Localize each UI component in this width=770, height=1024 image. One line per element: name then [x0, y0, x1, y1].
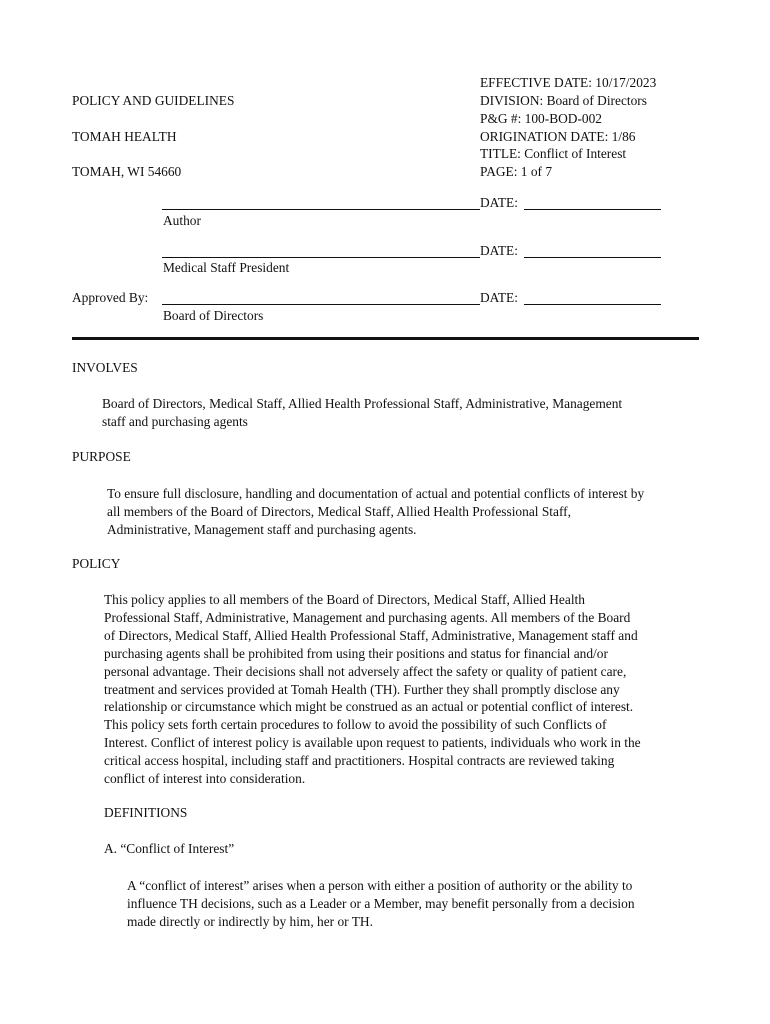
medical-staff-date-label: DATE:: [480, 243, 518, 258]
policy-line: Professional Staff, Administrative, Management and purchasing agents. All members of the Board: [104, 609, 631, 625]
division: DIVISION: Board of Directors: [480, 93, 647, 108]
author-signature-line: [162, 209, 480, 210]
purpose-heading: PURPOSE: [72, 449, 131, 464]
author-date-line: [524, 209, 661, 210]
effective-date: EFFECTIVE DATE: 10/17/2023: [480, 75, 657, 90]
page-number: PAGE: 1 of 7: [480, 164, 553, 179]
policy-line: conflict of interest into consideration.: [104, 771, 306, 787]
header-divider: [72, 337, 699, 340]
purpose-line: all members of the Board of Directors, Medical Staff, Allied Health Professional Staff,: [107, 503, 571, 519]
policy-line: This policy sets forth certain procedures to follow to avoid the possibility of such Conflicts of: [104, 717, 607, 733]
involves-text: [102, 395, 622, 431]
author-date-label: DATE:: [480, 195, 518, 210]
medical-staff-signature-line: [162, 257, 480, 258]
header-location: TOMAH, WI 54660: [72, 164, 182, 179]
medical-staff-date-line: [524, 257, 661, 258]
policy-line: personal advantage. Their decisions shall not adversely affect the safety or quality of patient care,: [104, 663, 627, 679]
pg-number: P&G #: 100-BOD-002: [480, 111, 603, 126]
policy-heading: POLICY: [72, 556, 121, 571]
policy-line: purchasing agents shall be prohibited from using their positions and status for financial and/or: [104, 645, 608, 661]
definitions-heading: DEFINITIONS: [104, 805, 188, 820]
policy-line: relationship or circumstance which might be construed as an actual or potential conflict of interest.: [104, 699, 634, 715]
policy-line: of Directors, Medical Staff, Allied Health Professional Staff, Administrative, Management staff and: [104, 627, 638, 643]
definition-a-line: A “conflict of interest” arises when a person with either a position of authority or the ability to: [127, 878, 633, 893]
policy-line: Interest. Conflict of interest policy is available upon request to patients, individuals who work in the: [104, 735, 641, 751]
approved-by-label: Approved By:: [72, 290, 149, 305]
policy-line: treatment and services provided at Tomah Health (TH). Further they shall promptly disclose any: [104, 681, 620, 697]
purpose-line: Administrative, Management staff and purchasing agents.: [107, 521, 417, 537]
medical-staff-president-label: Medical Staff President: [163, 260, 290, 275]
document-title: TITLE: Conflict of Interest: [480, 146, 627, 161]
involves-line: Board of Directors, Medical Staff, Allied Health Professional Staff, Administrative, Management: [102, 396, 623, 411]
author-label: Author: [163, 213, 201, 228]
definition-a-text: [127, 877, 635, 931]
board-date-line: [524, 304, 661, 305]
definition-a-heading: A. “Conflict of Interest”: [104, 841, 235, 856]
policy-text: [104, 591, 641, 788]
policy-line: critical access hospital, including staff and practitioners. Hospital contracts are reviewed taking: [104, 753, 615, 769]
definition-a-line: made directly or indirectly by him, her or TH.: [127, 913, 373, 929]
header-policy-guidelines: POLICY AND GUIDELINES: [72, 93, 235, 108]
policy-line: This policy applies to all members of the Board of Directors, Medical Staff, Allied Health: [104, 592, 585, 607]
board-date-label: DATE:: [480, 290, 518, 305]
involves-heading: INVOLVES: [72, 360, 138, 375]
purpose-text: [107, 485, 644, 539]
board-of-directors-label: Board of Directors: [163, 308, 264, 323]
purpose-line: To ensure full disclosure, handling and documentation of actual and potential conflicts of interest by: [107, 486, 645, 501]
header-organization: TOMAH HEALTH: [72, 129, 177, 144]
board-signature-line: [162, 304, 480, 305]
origination-date: ORIGINATION DATE: 1/86: [480, 129, 636, 144]
definition-a-line: influence TH decisions, such as a Leader or a Member, may benefit personally from a decision: [127, 895, 635, 911]
involves-line: staff and purchasing agents: [102, 413, 248, 429]
